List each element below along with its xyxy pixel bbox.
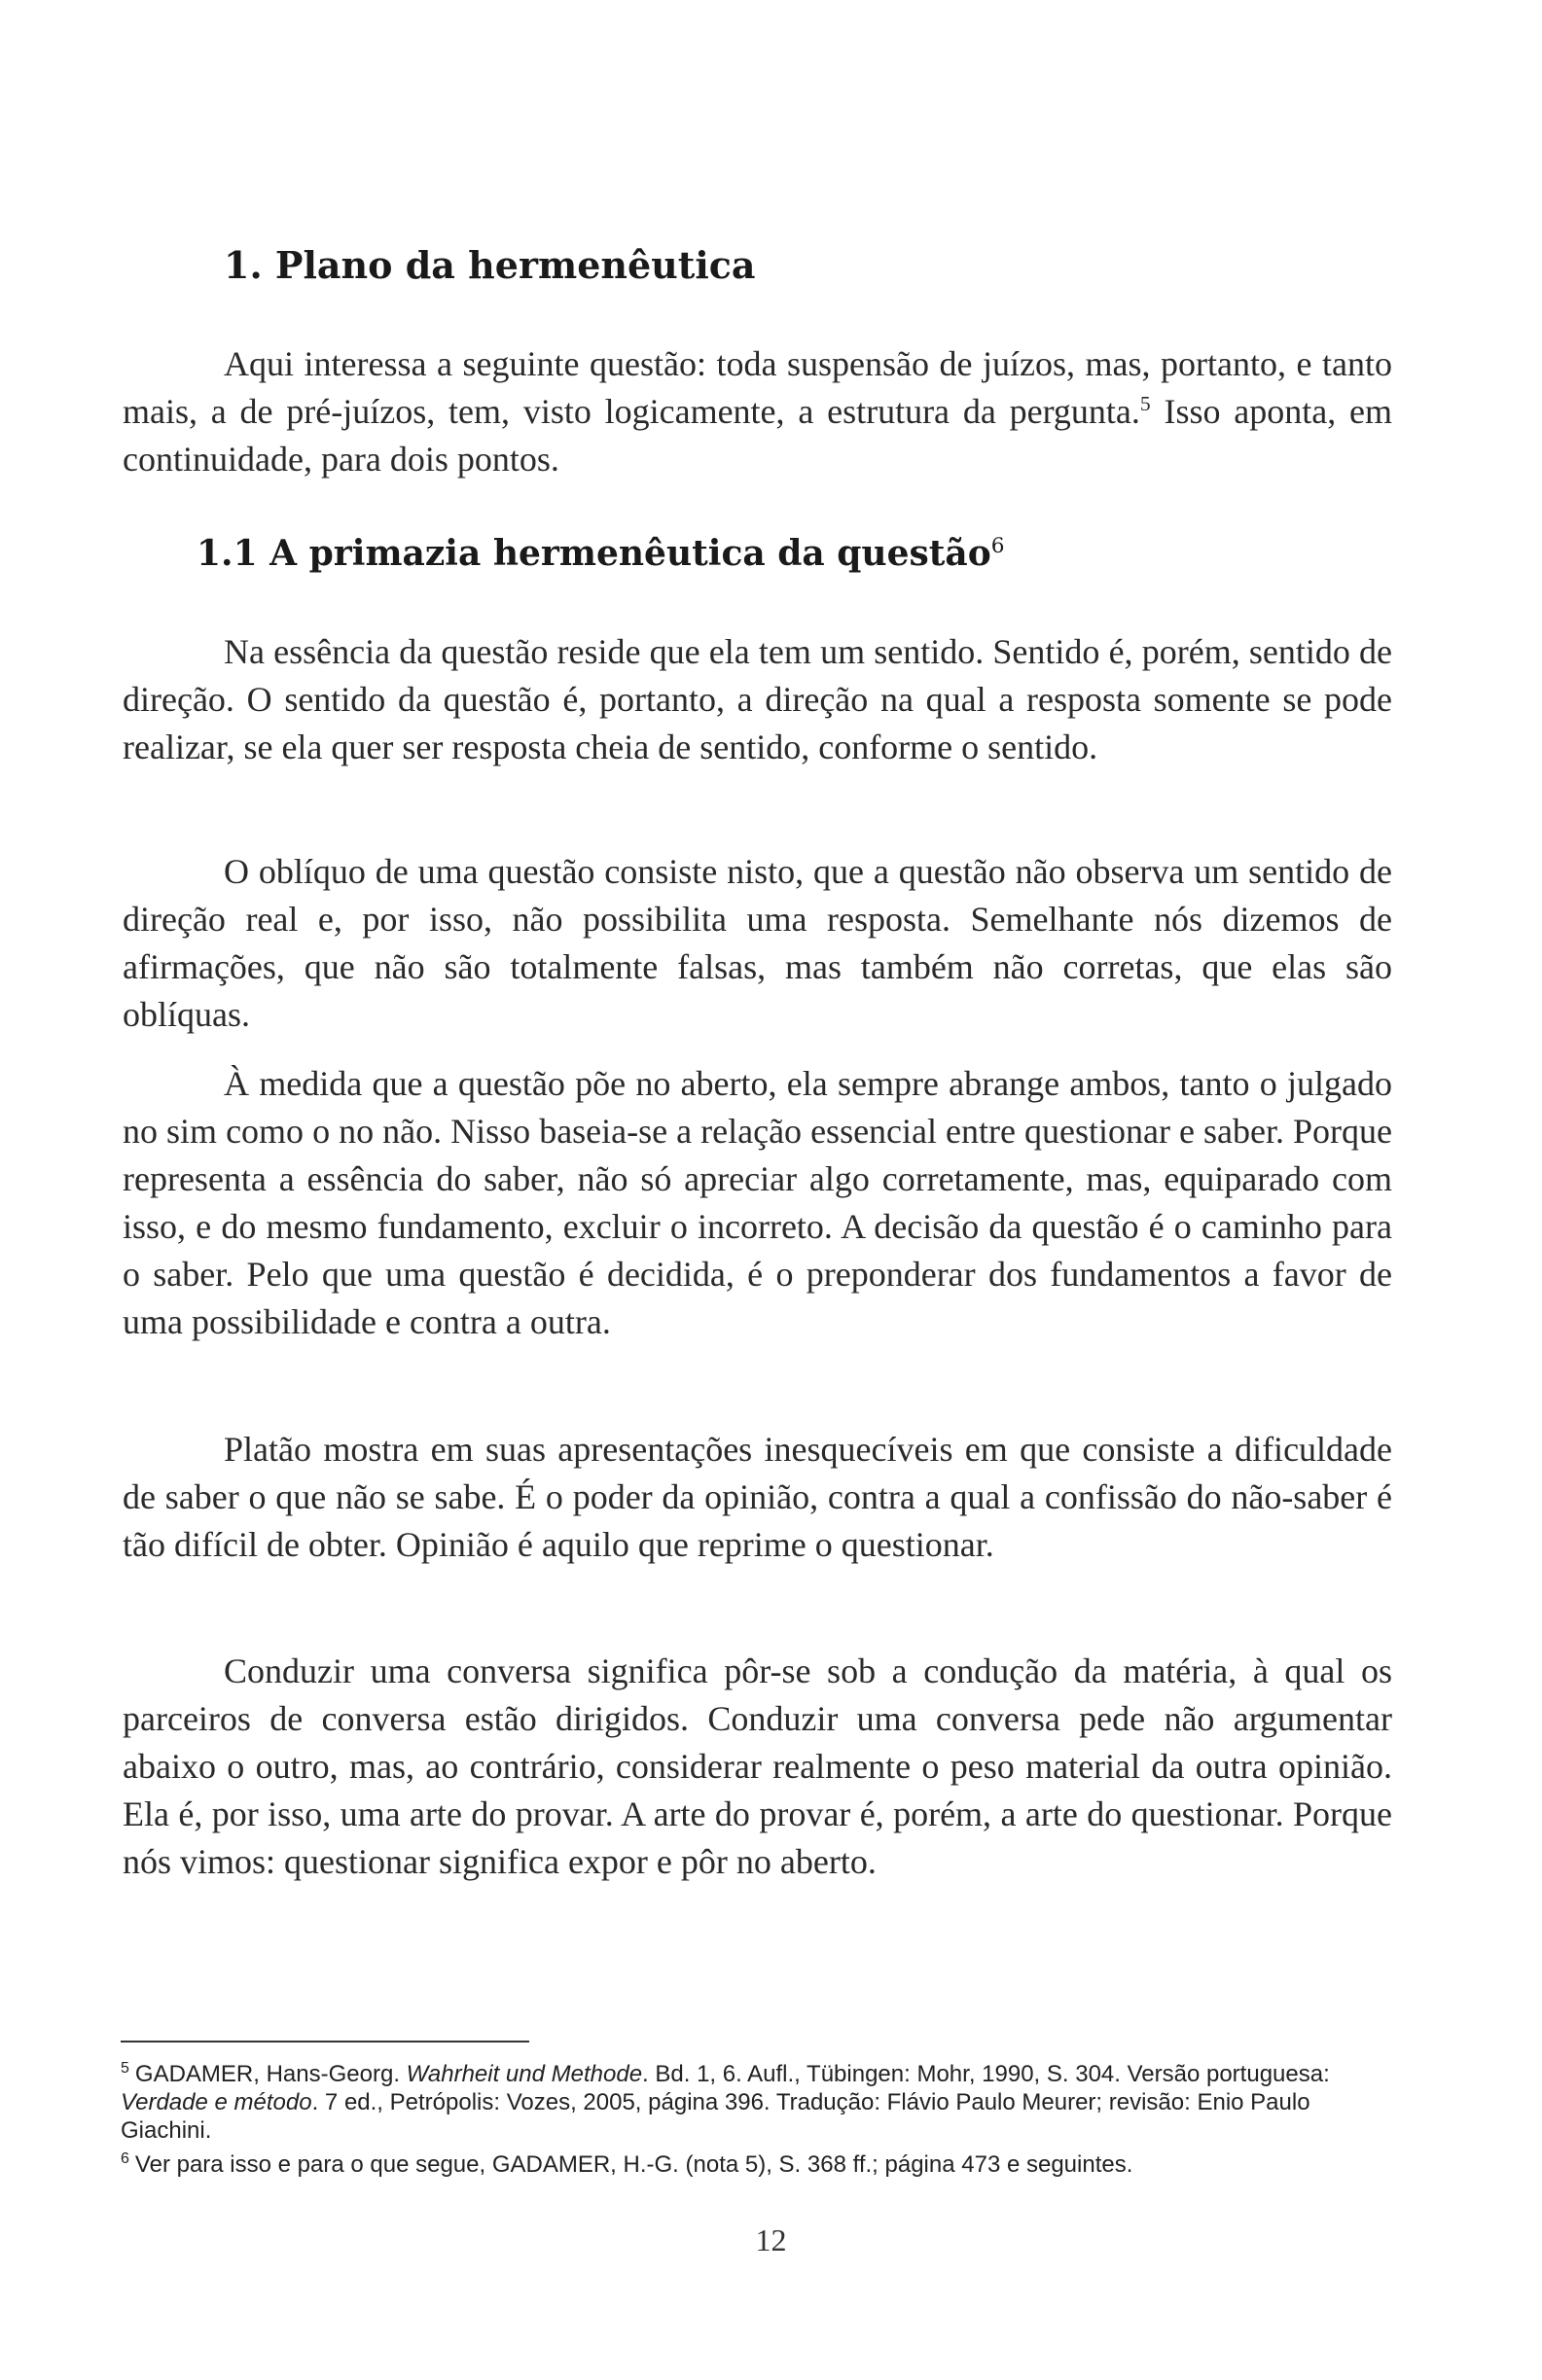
footnote-title-translation: Verdade e método	[121, 2089, 312, 2115]
section-title: 1. Plano da hermenêutica	[224, 243, 756, 287]
footnote-ref-5[interactable]: 5	[1139, 392, 1151, 415]
footnote-divider	[121, 2041, 529, 2043]
footnote-5	[121, 2054, 1395, 2145]
subsection-title	[197, 533, 1004, 574]
footnote-number: 6	[121, 2150, 129, 2167]
paragraph-1-text: Aqui interessa a seguinte questão: toda suspensão de juízos, mas, portanto, e tanto mais, a de pré-juízos, tem, visto logicamente, a estrutura da pergunta.	[123, 344, 1392, 431]
subsection-title-text: 1.1 A primazia hermenêutica da questão	[197, 533, 991, 574]
paragraph-1-text-cont: Isso aponta, em continuidade, para dois pontos.	[123, 392, 1392, 479]
footnotes	[121, 2054, 1395, 2179]
paragraph-4: À medida que a questão põe no aberto, ela sempre abrange ambos, tanto o julgado no sim como o no não. Nisso baseia-se a relação essencial entre questionar e saber. Porque representa a essência do saber, não só apreciar algo corretamente, mas, equiparado com isso, e do mesmo fundamento, excluir o incorreto. A decisão da questão é o caminho para o saber. Pelo que uma questão é decidida, é o preponderar dos fundamentos a favor de uma possibilidade e contra a outra.	[123, 1064, 1392, 1341]
footnote-text: Ver para isso e para o que segue, GADAMER, H.-G. (nota 5), S. 368 ff.; página 473 e seguintes.	[134, 2151, 1133, 2178]
paragraph-5: Platão mostra em suas apresentações inesquecíveis em que consiste a dificuldade de saber o que não se sabe. É o poder da opinião, contra a qual a confissão do não-saber é tão difícil de obter. Opinião é aquilo que reprime o questionar.	[123, 1430, 1392, 1564]
footnote-details-original: . Bd. 1, 6. Aufl., Tübingen: Mohr, 1990, S. 304. Versão portuguesa:	[642, 2061, 1330, 2087]
footnote-author: GADAMER, Hans-Georg.	[134, 2061, 407, 2087]
paragraph-6: Conduzir uma conversa significa pôr-se sob a condução da matéria, à qual os parceiros de conversa estão dirigidos. Conduzir uma conversa pede não argumentar abaixo o outro, mas, ao contrário, considerar realmente o peso material da outra opinião. Ela é, por isso, uma arte do provar. A arte do provar é, porém, a arte do questionar. Porque nós vimos: questionar significa expor e pôr no aberto.	[123, 1652, 1392, 1881]
footnote-details-translation: . 7 ed., Petrópolis: Vozes, 2005, página 396. Tradução: Flávio Paulo Meurer; revisão: Enio Paulo Giachini.	[121, 2089, 1310, 2144]
footnote-6	[121, 2145, 1395, 2179]
paragraph-1	[123, 340, 1392, 483]
footnote-ref-6[interactable]: 6	[990, 534, 1005, 558]
footnote-number: 5	[121, 2060, 129, 2077]
paragraph-3: O oblíquo de uma questão consiste nisto, que a questão não observa um sentido de direção real e, por isso, não possibilita uma resposta. Semelhante nós dizemos de afirmações, que não são totalmente falsas, mas também não corretas, que elas são oblíquas.	[123, 852, 1392, 1034]
paragraph-2: Na essência da questão reside que ela tem um sentido. Sentido é, porém, sentido de direção. O sentido da questão é, portanto, a direção na qual a resposta somente se pode realizar, se ela quer ser resposta cheia de sentido, conforme o sentido.	[123, 632, 1392, 766]
page-number: 12	[755, 2222, 787, 2257]
footnote-title-original: Wahrheit und Methode	[406, 2061, 643, 2087]
